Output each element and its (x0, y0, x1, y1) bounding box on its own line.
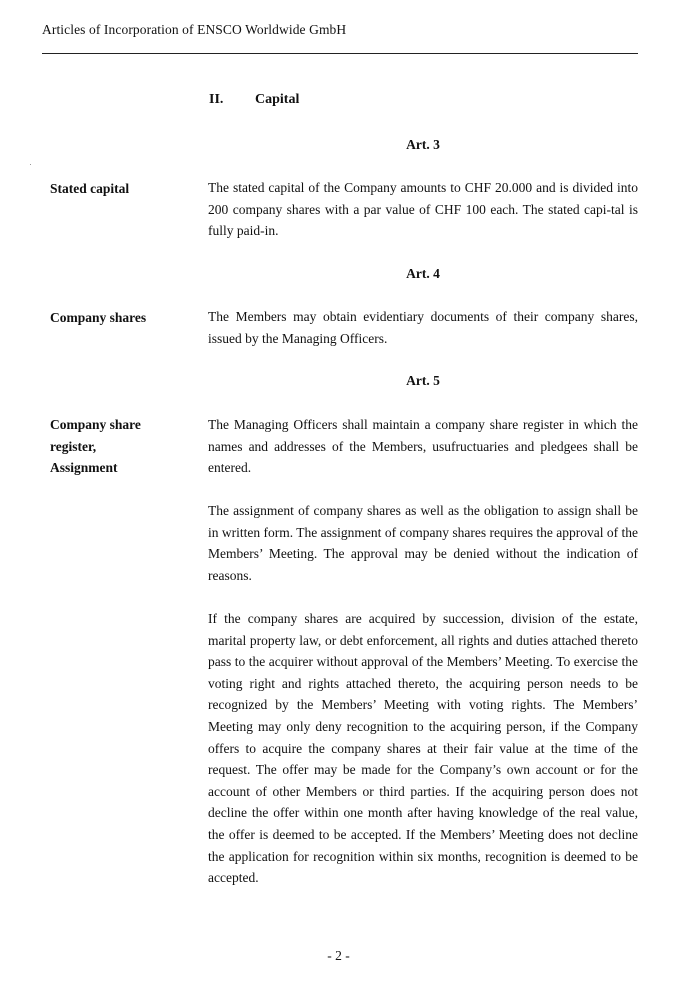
side-heading-company-shares: Company shares (50, 310, 147, 325)
margin-mark (30, 164, 31, 165)
article-5-paragraph-2: The assignment of company shares as well as the obligation to assign shall be in written form. The assignment of company shares requires the approval of the Members’ Meeting. The approval may be denied without the indication of reasons. (208, 503, 638, 583)
section-title: Capital (255, 92, 300, 107)
article-5-paragraph-1: The Managing Officers shall maintain a company share register in which the names and addresses of the Members, usufructuaries and pledgees shall be entered. (208, 417, 638, 476)
page-number: - 2 - (327, 948, 350, 963)
section-number: II. (209, 92, 224, 107)
side-heading-stated-capital: Stated capital (50, 181, 130, 196)
side-heading-line: Company share (50, 417, 141, 432)
side-heading-share-register (50, 414, 190, 479)
document-header: Articles of Incorporation of ENSCO Worldwide GmbH (42, 22, 347, 37)
side-heading-line: Assignment (50, 460, 118, 476)
article-3-heading: Art. 3 (406, 137, 440, 152)
article-4-heading: Art. 4 (406, 266, 440, 281)
article-5-heading: Art. 5 (406, 373, 440, 388)
header-divider (42, 53, 638, 54)
article-3-paragraph: The stated capital of the Company amounts to CHF 20.000 and is divided into 200 company shares with a par value of CHF 100 each. The stated capi-tal is fully paid-in. (208, 180, 638, 239)
side-heading-line: register, (50, 438, 97, 454)
article-4-paragraph: The Members may obtain evidentiary documents of their company shares, issued by the Managing Officers. (208, 309, 638, 346)
article-5-paragraph-3: If the company shares are acquired by succession, division of the estate, marital property law, or debt enforcement, all rights and duties attached thereto pass to the acquirer without approval of the Members’ Meeting. To exercise the voting right and rights attached thereto, the acquiring person needs to be recognized by the Members’ Meeting with voting rights. The Members’ Meeting may only deny recognition to the acquiring person, if the Company offers to acquire the company shares at their fair value at the time of the request. The offer may be made for the Company’s own account or for the account of other Members or third parties. If the acquiring person does not decline the offer within one month after having knowledge of the real value, the offer is deemed to be accepted. If the Members’ Meeting does not decline the application for recognition within six months, recognition is deemed to be accepted. (208, 611, 638, 886)
section-heading (209, 92, 299, 108)
